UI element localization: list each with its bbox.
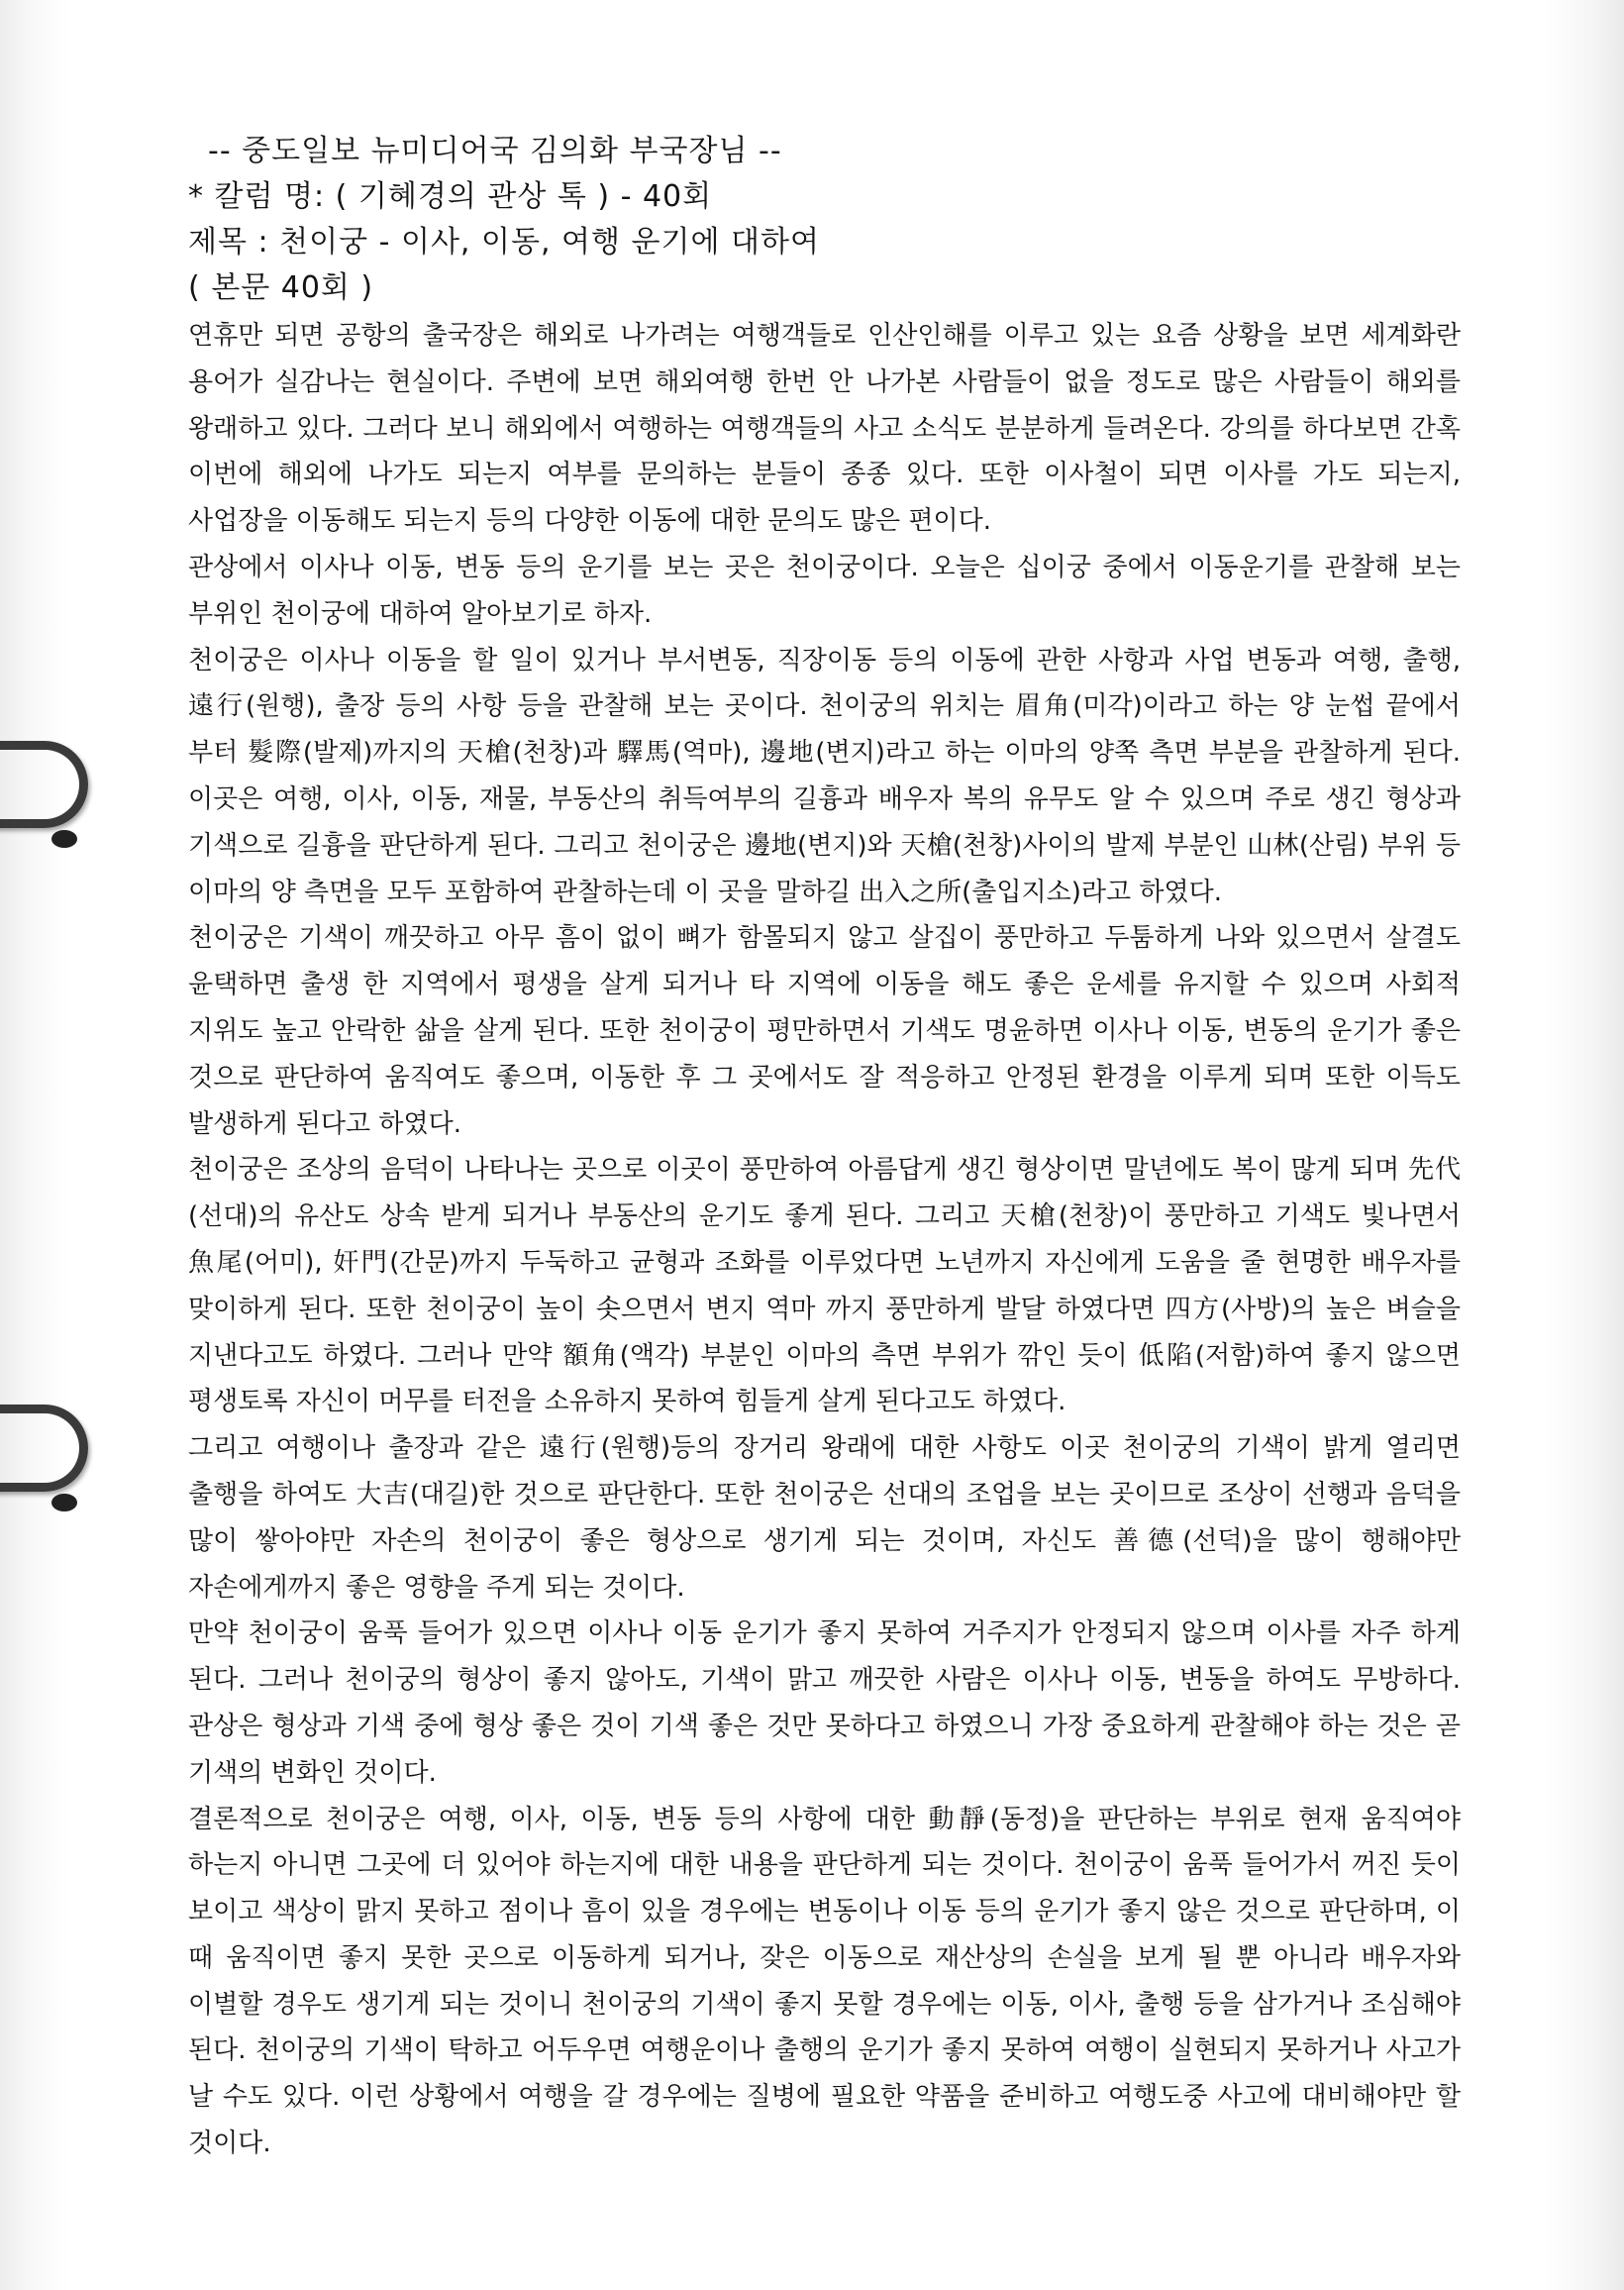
punch-hole-bottom xyxy=(51,1494,77,1511)
paragraph-location: 천이궁은 이사나 이동을 할 일이 있거나 부서변동, 직장이동 등의 이동에 관한 사항과 사업 변동과 여행, 출행, 遠行(원행), 출장 등의 사항 등을 관찰해 보는 곳이다. 천이궁의 위치는 眉角(미각)이라고 하는 양 눈썹 끝에서 부터 髮際(발제)까지의 天槍(천창)과 驛馬(역마), 邊地(변지)라고 하는 이마의 양쪽 측면 부분을 관찰하게 된다. 이곳은 여행, 이사, 이동, 재물, 부동산의 취득여부의 길흉과 배우자 복의 유무도 알 수 있으며 주로 생긴 형상과 기색으로 길흉을 판단하게 된다. 그리고 천이궁은 邊地(변지)와 天槍(천창)사이의 발제 부분인 山林(산림) 부위 등 이마의 양 측면을 모두 포함하여 관찰하는데 이 곳을 말하길 出入之所(출입지소)라고 하였다. xyxy=(188,645,1461,907)
paragraph-intro: 연휴만 되면 공항의 출국장은 해외로 나가려는 여행객들로 인산인해를 이루고 있는 요즘 상황을 보면 세계화란 용어가 실감나는 현실이다. 주변에 보면 해외여행 한번 안 나가본 사람들이 없을 정도로 많은 사람들이 해외를 왕래하고 있다. 그러다 보니 해외에서 여행하는 여행객들의 사고 소식도 분분하게 들려온다. 강의를 하다보면 간혹 이번에 해외에 나가도 되는지 여부를 문의하는 분들이 종종 있다. 또한 이사철이 되면 이사를 가도 되는지, 사업장을 이동해도 되는지 등의 다양한 이동에 대한 문의도 많은 편이다. xyxy=(188,321,1461,537)
article-body xyxy=(188,313,1461,2167)
binder-ring-top xyxy=(0,741,88,828)
document-content xyxy=(188,129,1461,2167)
paragraph-travel: 그리고 여행이나 출장과 같은 遠行(원행)등의 장거리 왕래에 대한 사항도 이곳 천이궁의 기색이 밝게 열리면 출행을 하여도 大吉(대길)한 것으로 판단한다. 또한 천이궁은 선대의 조업을 보는 곳이므로 조상이 선행과 음덕을 많이 쌓아야만 자손의 천이궁이 좋은 형상으로 생기게 되는 것이며, 자신도 善德(선덕)을 많이 행해야만 자손에게까지 좋은 영향을 주게 되는 것이다. xyxy=(188,1433,1461,1603)
punch-hole-top xyxy=(51,830,77,848)
article-title: 제목 : 천이궁 - 이사, 이동, 여행 운기에 대하여 xyxy=(188,225,820,260)
paragraph-conclusion: 결론적으로 천이궁은 여행, 이사, 이동, 변동 등의 사항에 대한 動靜(동정)을 판단하는 부위로 현재 움직여야 하는지 아니면 그곳에 더 있어야 하는지에 대한 내용을 판단하게 되는 것이다. 천이궁이 움푹 들어가서 꺼진 듯이 보이고 색상이 맑지 못하고 점이나 흠이 있을 경우에는 변동이나 이동 등의 운기가 좋지 않은 것으로 판단하며, 이 때 움직이면 좋지 못한 곳으로 이동하게 되거나, 잦은 이동으로 재산상의 손실을 보게 될 뿐 아니라 배우자와 이별할 경우도 생기게 되는 것이니 천이궁의 기색이 좋지 못할 경우에는 이동, 이사, 출행 등을 삼가거나 조심해야 된다. 천이궁의 기색이 탁하고 어두우면 여행운이나 출행의 운기가 좋지 못하여 여행이 실현되지 못하거나 사고가 날 수도 있다. 이런 상황에서 여행을 갈 경우에는 질병에 필요한 약품을 준비하고 여행도중 사고에 대비해야만 할 것이다. xyxy=(188,1804,1461,2159)
paragraph-cheonigung-intro: 관상에서 이사나 이동, 변동 등의 운기를 보는 곳은 천이궁이다. 오늘은 십이궁 중에서 이동운기를 관찰해 보는 부위인 천이궁에 대하여 알아보기로 하자. xyxy=(188,552,1461,629)
binder-ring-bottom xyxy=(0,1405,88,1492)
paragraph-ancestral-virtue: 천이궁은 조상의 음덕이 나타나는 곳으로 이곳이 풍만하여 아름답게 생긴 형상이면 말년에도 복이 많게 되며 先代(선대)의 유산도 상속 받게 되거나 부동산의 운기도 좋게 된다. 그리고 天槍(천창)이 풍만하고 기색도 빛나면서 魚尾(어미), 奸門(간문)까지 두둑하고 균형과 조화를 이루었다면 노년까지 자신에게 도움을 줄 현명한 배우자를 맞이하게 된다. 또한 천이궁이 높이 솟으면서 변지 역마 까지 풍만하게 발달 하였다면 四方(사방)의 높은 벼슬을 지낸다고도 하였다. 그러나 만약 額角(액각) 부분인 이마의 측면 부위가 깎인 듯이 低陷(저함)하여 좋지 않으면 평생토록 자신이 머무를 터전을 소유하지 못하여 힘들게 살게 된다고도 하였다. xyxy=(188,1155,1461,1417)
paragraph-sunken: 만약 천이궁이 움푹 들어가 있으면 이사나 이동 운기가 좋지 못하여 거주지가 안정되지 않으며 이사를 자주 하게 된다. 그러나 천이궁의 형상이 좋지 않아도, 기색이 맑고 깨끗한 사람은 이사나 이동, 변동을 하여도 무방하다. 관상은 형상과 기색 중에 형상 좋은 것이 기색 좋은 것만 못하다고 하였으니 가장 중요하게 관찰해야 하는 것은 곧 기색의 변화인 것이다. xyxy=(188,1618,1461,1788)
byline: -- 중도일보 뉴미디어국 김의화 부국장님 -- xyxy=(208,134,782,168)
column-name: * 칼럼 명: ( 기혜경의 관상 톡 ) - 40회 xyxy=(188,179,713,214)
section-label: ( 본문 40회 ) xyxy=(188,270,374,305)
paragraph-good-complexion: 천이궁은 기색이 깨끗하고 아무 흠이 없이 뼈가 함몰되지 않고 살집이 풍만하고 두툼하게 나와 있으면서 살결도 윤택하면 출생 한 지역에서 평생을 살게 되거나 타 지역에 이동을 해도 좋은 운세를 유지할 수 있으며 사회적 지위도 높고 안락한 삶을 살게 된다. 또한 천이궁이 평만하면서 기색도 명윤하면 이사나 이동, 변동의 운기가 좋은 것으로 판단하여 움직여도 좋으며, 이동한 후 그 곳에서도 잘 적응하고 안정된 환경을 이루게 되며 또한 이득도 발생하게 된다고 하였다. xyxy=(188,923,1461,1139)
